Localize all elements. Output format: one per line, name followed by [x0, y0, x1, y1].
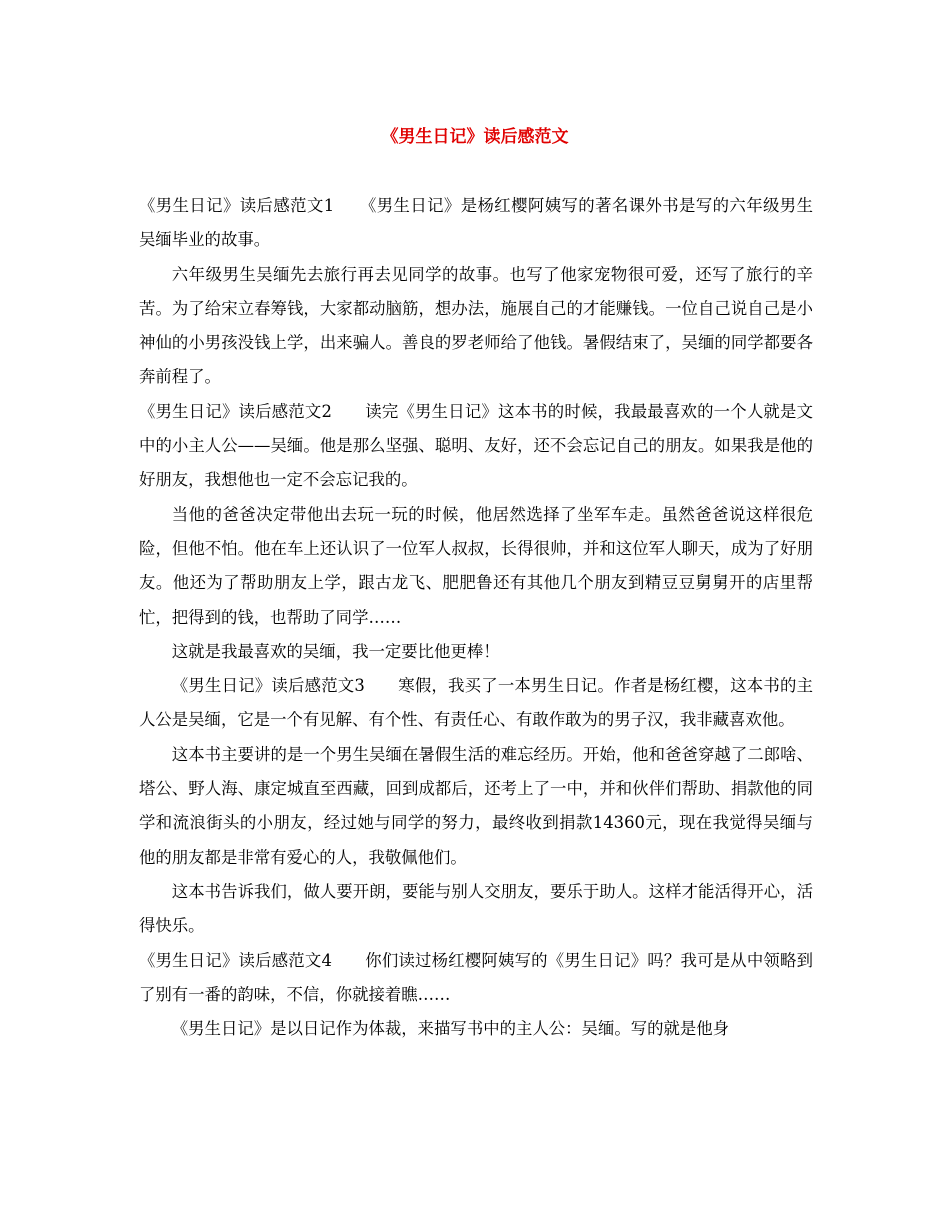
paragraph-6: 《男生日记》读后感范文3 寒假，我买了一本男生日记。作者是杨红樱，这本书的主人公是吴缅，它是一个有见解、有个性、有责任心、有敢作敢为的男子汉，我非藏喜欢他。 — [139, 676, 813, 730]
paragraph-1: 《男生日记》读后感范文1 《男生日记》是杨红樱阿姨写的著名课外书是写的六年级男生吴缅毕业的故事。 — [139, 196, 813, 250]
paragraph-7: 这本书主要讲的是一个男生吴缅在暑假生活的难忘经历。开始，他和爸爸穿越了二郎啥、塔公、野人海、康定城直至西藏，回到成都后，还考上了一中，并和伙伴们帮助、捐款他的同学和流浪街头的小朋友，经过她与同学的努力，最终收到捐款14360元，现在我觉得吴缅与他的朋友都是非常有爱心的人，我敬佩他们。 — [139, 744, 813, 867]
paragraph-2: 六年级男生吴缅先去旅行再去见同学的故事。也写了他家宠物很可爱，还写了旅行的辛苦。为了给宋立春筹钱，大家都动脑筋，想办法，施展自己的才能赚钱。一位自己说自己是小神仙的小男孩没钱上学，出来骗人。善良的罗老师给了他钱。暑假结束了，吴缅的同学都要各奔前程了。 — [139, 264, 813, 387]
paragraph-10: 《男生日记》是以日记作为体裁，来描写书中的主人公：吴缅。写的就是他身 — [171, 1019, 730, 1039]
paragraph-5: 这就是我最喜欢的吴缅，我一定要比他更棒！ — [171, 641, 500, 661]
document-body — [139, 189, 813, 1046]
paragraph-8: 这本书告诉我们，做人要开朗，要能与别人交朋友，要乐于助人。这样才能活得开心，活得快乐。 — [139, 881, 813, 936]
paragraph-3: 《男生日记》读后感范文2 读完《男生日记》这本书的时候，我最最喜欢的一个人就是文中的小主人公——吴缅。他是那么坚强、聪明、友好，还不会忘记自己的朋友。如果我是他的好朋友，我想他也一定不会忘记我的。 — [139, 401, 813, 490]
paragraph-4: 当他的爸爸决定带他出去玩一玩的时候，他居然选择了坐军车走。虽然爸爸说这样很危险，但他不怕。他在车上还认识了一位军人叔叔，长得很帅，并和这位军人聊天，成为了好朋友。他还为了帮助朋友上学，跟古龙飞、肥肥鲁还有其他几个朋友到精豆豆舅舅开的店里帮忙，把得到的钱，也帮助了同学…… — [139, 504, 813, 627]
document-title: 《男生日记》读后感范文 — [381, 127, 569, 147]
paragraph-9: 《男生日记》读后感范文4 你们读过杨红樱阿姨写的《男生日记》吗？我可是从中领略到了别有一番的韵味，不信，你就接着瞧…… — [139, 950, 813, 1004]
